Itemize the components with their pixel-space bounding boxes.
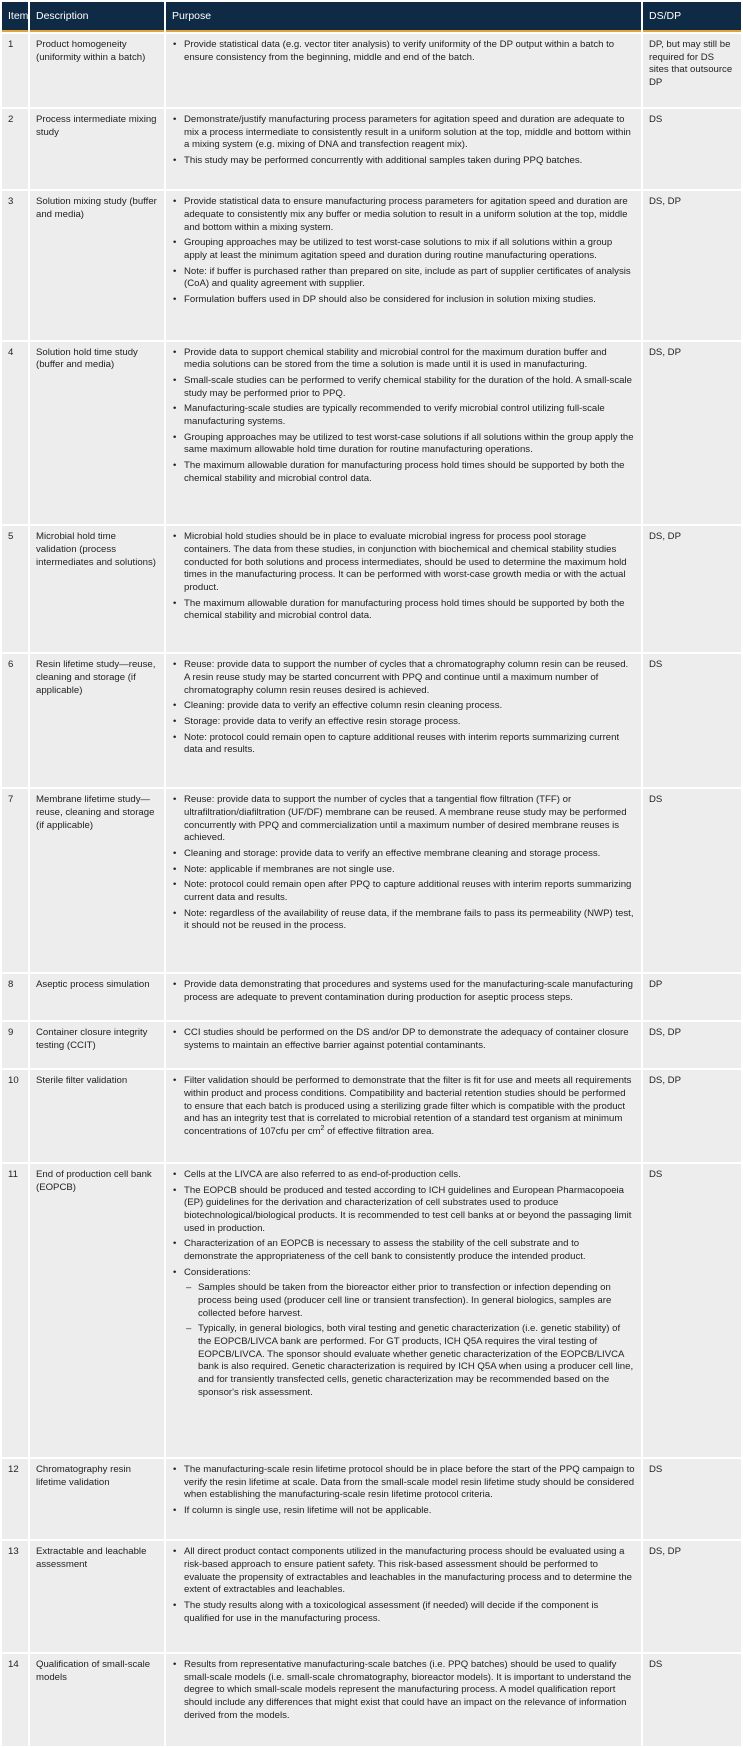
cell-dsdp: DS, DP xyxy=(643,1070,741,1162)
cell-description: Solution hold time study (buffer and media) xyxy=(30,342,164,525)
purpose-bullet xyxy=(172,375,635,400)
purpose-bullet xyxy=(172,1546,635,1597)
purpose-bullet xyxy=(172,114,635,152)
cell-item: 14 xyxy=(2,1654,28,1746)
cell-dsdp: DS xyxy=(643,1459,741,1539)
cell-purpose xyxy=(166,1459,641,1539)
cell-description: Extractable and leachable assessment xyxy=(30,1541,164,1652)
cell-item: 3 xyxy=(2,191,28,339)
purpose-bullet xyxy=(172,716,635,729)
purpose-bullet xyxy=(172,39,635,64)
purpose-text: Microbial hold studies should be in place to evaluate microbial ingress for process pool storage containers. The data from these studies, in conjunction with biochemical and chemical stability studies conducted for both solutions and process intermediates, should be used to determine the maximum hold times in the manufacturing process. It can be performed with worst-case growth media or with the actual product. xyxy=(184,531,627,593)
purpose-text: Small-scale studies can be performed to verify chemical stability for the duration of the hold. A small-scale study may be performed prior to PPQ. xyxy=(184,375,632,399)
purpose-bullet xyxy=(172,1659,635,1722)
table-row xyxy=(2,109,741,189)
purpose-list xyxy=(172,1169,635,1399)
purpose-bullet xyxy=(172,1075,635,1138)
purpose-text: All direct product contact components utilized in the manufacturing process should be evaluated using a risk-based approach to ensure patient safety. This risk-based assessment should be performed to evaluate the propensity of extractables and leachables in the manufacturing process and to determine the extent of extractables and leachables. xyxy=(184,1546,632,1596)
cell-dsdp: DS, DP xyxy=(643,191,741,339)
header-dsdp: DS/DP xyxy=(643,2,741,32)
purpose-bullet xyxy=(172,531,635,594)
purpose-bullet xyxy=(172,1267,635,1400)
cell-purpose xyxy=(166,34,641,107)
purpose-text: Demonstrate/justify manufacturing process parameters for agitation speed and duration are adequate to mix a process intermediate to consistently result in a uniform solution at the top, middle and bottom within a mixing system (e.g. mixing of DNA and transfection reagent mix). xyxy=(184,114,631,151)
purpose-text: Note: protocol could remain open to capture additional reuses with interim reports summarizing current data and results. xyxy=(184,731,620,756)
table-row xyxy=(2,1459,741,1539)
purpose-list xyxy=(172,979,635,1004)
purpose-text: If column is single use, resin lifetime will not be applicable. xyxy=(184,1505,432,1516)
purpose-text: Provide data demonstrating that procedures and systems used for the manufacturing-scale manufacturing process are adequate to prevent contamination during production for aseptic process steps. xyxy=(184,979,634,1003)
table-row xyxy=(2,1541,741,1652)
cell-purpose xyxy=(166,1654,641,1746)
purpose-text: Provide data to support chemical stability and microbial control for the maximum duration buffer and media solutions can be stored from the time a solution is made until it is used in manufacturing. xyxy=(184,346,607,371)
cell-dsdp: DS, DP xyxy=(643,1022,741,1068)
purpose-text: CCI studies should be performed on the DS and/or DP to demonstrate the adequacy of container closure systems to maintain an effective barrier against potential contaminants. xyxy=(184,1027,629,1051)
purpose-list xyxy=(172,196,635,306)
purpose-text: Results from representative manufacturing-scale batches (i.e. PPQ batches) should be used to qualify small-scale models (i.e. small-scale chromatography, bioreactor models). It is important to understand the degree to which small-scale models represent the manufacturing process. A model qualification report should include any differences that might exist that could have an impact on the relevance of information derived from the models. xyxy=(184,1659,632,1721)
cell-description: Solution mixing study (buffer and media) xyxy=(30,191,164,339)
purpose-bullet xyxy=(172,347,635,372)
purpose-bullet xyxy=(172,432,635,457)
cell-item: 1 xyxy=(2,34,28,107)
purpose-text: The study results along with a toxicological assessment (if needed) will decide if the component is qualified for use in the manufacturing process. xyxy=(184,1599,599,1624)
purpose-text: Note: protocol could remain open after PPQ to capture additional reuses with interim reports summarizing current data and results. xyxy=(184,879,632,904)
purpose-bullet xyxy=(172,864,635,877)
cell-dsdp: DS xyxy=(643,789,741,972)
purpose-text: Filter validation should be performed to demonstrate that the filter is fit for use and meets all requirements within product and process conditions. Compatibility and bacterial retention studies should be performed to ensure that each batch is produced using a sterilizing grade filter which is compatible with the product and has an integrity test that is correlated to microbial retention of a standard test organism at minimum concentrations of 107cfu per cm xyxy=(184,1075,632,1137)
purpose-text: The manufacturing-scale resin lifetime protocol should be in place before the start of the PPQ campaign to verify the resin lifetime at scale. Data from the small-scale model resin lifetime study should be considered when establishing the manufacturing-scale resin lifetime protocol criteria. xyxy=(184,1464,635,1501)
purpose-bullet xyxy=(172,294,635,307)
purpose-bullet xyxy=(172,700,635,713)
cell-dsdp: DS xyxy=(643,109,741,189)
cell-purpose xyxy=(166,526,641,652)
table-row xyxy=(2,34,741,107)
cell-description: Process intermediate mixing study xyxy=(30,109,164,189)
cell-purpose xyxy=(166,974,641,1020)
purpose-list xyxy=(172,1075,635,1138)
table-row xyxy=(2,1164,741,1457)
purpose-text: Note: if buffer is purchased rather than prepared on site, include as part of supplier certificates of analysis (CoA) and quality agreement with supplier. xyxy=(184,265,631,290)
table-row xyxy=(2,1070,741,1162)
purpose-text: Considerations: xyxy=(184,1266,251,1278)
purpose-bullet xyxy=(172,403,635,428)
purpose-bullet xyxy=(172,1464,635,1502)
cell-purpose xyxy=(166,789,641,972)
cell-item: 8 xyxy=(2,974,28,1020)
purpose-list xyxy=(172,1546,635,1625)
header-purpose: Purpose xyxy=(166,2,641,32)
cell-dsdp: DS, DP xyxy=(643,1541,741,1652)
purpose-text: Provide statistical data to ensure manufacturing process parameters for agitation speed and duration are adequate to consistently mix any buffer or media solution to result in a uniform solution at the top, middle and bottom within a mixing system. xyxy=(184,196,628,233)
cell-description: Microbial hold time validation (process intermediates and solutions) xyxy=(30,526,164,652)
header-row xyxy=(2,2,741,32)
cell-item: 12 xyxy=(2,1459,28,1539)
purpose-bullet xyxy=(172,732,635,757)
purpose-list xyxy=(172,1027,635,1052)
purpose-bullet xyxy=(172,266,635,291)
cell-description: Aseptic process simulation xyxy=(30,974,164,1020)
purpose-list xyxy=(172,659,635,757)
cell-item: 13 xyxy=(2,1541,28,1652)
purpose-text-tail: of effective filtration area. xyxy=(324,1125,435,1137)
cell-purpose xyxy=(166,1541,641,1652)
sub-bullet: – Samples should be taken from the bioreactor either prior to transfection or infection depending on process being used (producer cell line or transient transfection). In general biologics, samples are collected before harvest. xyxy=(184,1282,635,1320)
cell-description: Membrane lifetime study—reuse, cleaning and storage (if applicable) xyxy=(30,789,164,972)
cell-purpose xyxy=(166,109,641,189)
purpose-bullet xyxy=(172,1169,635,1182)
purpose-bullet xyxy=(172,1185,635,1236)
purpose-bullet xyxy=(172,1027,635,1052)
purpose-bullet xyxy=(172,794,635,845)
cell-description: Resin lifetime study—reuse, cleaning and storage (if applicable) xyxy=(30,654,164,787)
cell-description: Chromatography resin lifetime validation xyxy=(30,1459,164,1539)
purpose-bullet xyxy=(172,460,635,485)
purpose-list xyxy=(172,794,635,933)
purpose-list xyxy=(172,1464,635,1518)
purpose-list xyxy=(172,39,635,64)
purpose-text: Grouping approaches may be utilized to test worst-case solutions to mix if all solutions within a group apply at least the minimum agitation speed and duration during routine manufacturing operations. xyxy=(184,237,613,261)
cell-dsdp: DS xyxy=(643,654,741,787)
table-row xyxy=(2,974,741,1020)
superscript: 2 xyxy=(320,1124,325,1132)
table-row xyxy=(2,1022,741,1068)
table-row xyxy=(2,342,741,525)
purpose-text: Provide statistical data (e.g. vector titer analysis) to verify uniformity of the DP output within a batch to ensure consistency from the beginning, middle and end of the batch. xyxy=(184,39,615,63)
cell-purpose xyxy=(166,342,641,525)
purpose-text: Cells at the LIVCA are also referred to as end-of-production cells. xyxy=(184,1169,461,1181)
cell-dsdp: DS xyxy=(643,1654,741,1746)
purpose-bullet xyxy=(172,908,635,933)
purpose-bullet xyxy=(172,879,635,904)
cell-dsdp: DP xyxy=(643,974,741,1020)
cell-dsdp: DS, DP xyxy=(643,526,741,652)
purpose-text: This study may be performed concurrently with additional samples taken during PPQ batches. xyxy=(184,154,583,166)
table-row xyxy=(2,191,741,339)
cell-purpose xyxy=(166,1070,641,1162)
header-description: Description xyxy=(30,2,164,32)
purpose-text: Cleaning and storage: provide data to verify an effective membrane cleaning and storage process. xyxy=(184,848,601,860)
purpose-text: The EOPCB should be produced and tested according to ICH guidelines and European Pharmacopoeia (EP) guidelines for the derivation and characterization of cell substrates used to produce biotechnological/biological products. It is recommended to test cell banks at or beyond the passaging limit used in production. xyxy=(184,1184,632,1234)
purpose-bullet xyxy=(172,237,635,262)
purpose-list xyxy=(172,347,635,486)
cell-description: Product homogeneity (uniformity within a batch) xyxy=(30,34,164,107)
cell-item: 11 xyxy=(2,1164,28,1457)
purpose-text: Manufacturing-scale studies are typically recommended to verify microbial control utilizing full-scale manufacturing systems. xyxy=(184,403,605,427)
header-item: Item xyxy=(2,2,28,32)
table-row xyxy=(2,654,741,787)
purpose-list xyxy=(172,531,635,623)
table-header xyxy=(2,2,741,32)
purpose-text: Note: applicable if membranes are not single use. xyxy=(184,863,395,875)
purpose-bullet xyxy=(172,155,635,168)
purpose-text: The maximum allowable duration for manufacturing process hold times should be supported by both the chemical stability and microbial control data. xyxy=(184,459,625,484)
purpose-bullet xyxy=(172,1238,635,1263)
cell-dsdp: DS xyxy=(643,1164,741,1457)
cell-dsdp: DP, but may still be required for DS sites that outsource DP xyxy=(643,34,741,107)
cell-description: Qualification of small-scale models xyxy=(30,1654,164,1746)
purpose-bullet xyxy=(172,1600,635,1625)
table-row xyxy=(2,526,741,652)
sub-list xyxy=(184,1282,635,1399)
cell-item: 2 xyxy=(2,109,28,189)
cell-purpose xyxy=(166,191,641,339)
purpose-text: Grouping approaches may be utilized to test worst-case solutions if all solutions within the group apply the same maximum allowable hold time duration for routine manufacturing operations. xyxy=(184,431,634,456)
purpose-list xyxy=(172,114,635,168)
purpose-bullet xyxy=(172,1505,635,1518)
table-row xyxy=(2,789,741,972)
cell-item: 10 xyxy=(2,1070,28,1162)
cell-item: 4 xyxy=(2,342,28,525)
purpose-bullet xyxy=(172,196,635,234)
purpose-text: The maximum allowable duration for manufacturing process hold times should be supported by both the chemical stability and microbial control data. xyxy=(184,597,625,622)
purpose-bullet xyxy=(172,848,635,861)
purpose-text: Reuse: provide data to support the number of cycles that a chromatography column resin can be reused. A resin reuse study may be started concurrent with PPQ and continue until a maximum number of chromatography column resin reuses desired is achieved. xyxy=(184,659,629,696)
purpose-text: Cleaning: provide data to verify an effective column resin cleaning process. xyxy=(184,700,503,712)
purpose-list xyxy=(172,1659,635,1722)
sub-bullet: – Typically, in general biologics, both viral testing and genetic characterization (i.e. genetic stability) of the EOPCB/LIVCA bank are performed. For GT products, ICH Q5A requires the viral testing of EOPCB/LIVCA. The sponsor should evaluate whether genetic characterization of the EOPCB/LIVCA bank is also required. Genetic characterization is required by ICH Q5A when using a producer cell line, and for transiently transfected cells, genetic characterization may be recommended based on the sponsor's risk assessment. xyxy=(184,1323,635,1399)
purpose-bullet xyxy=(172,979,635,1004)
cell-item: 9 xyxy=(2,1022,28,1068)
cell-item: 6 xyxy=(2,654,28,787)
table-row xyxy=(2,1654,741,1746)
purpose-bullet xyxy=(172,659,635,697)
purpose-text: Note: regardless of the availability of reuse data, if the membrane fails to pass its permeability (NWP) test, it should not be reused in the process. xyxy=(184,907,634,932)
cell-purpose xyxy=(166,1022,641,1068)
purpose-text: Formulation buffers used in DP should also be considered for inclusion in solution mixing studies. xyxy=(184,293,596,305)
purpose-bullet xyxy=(172,598,635,623)
cell-item: 5 xyxy=(2,526,28,652)
table-body xyxy=(2,34,741,1746)
cell-description: Container closure integrity testing (CCIT) xyxy=(30,1022,164,1068)
purpose-text: Reuse: provide data to support the number of cycles that a tangential flow filtration (TFF) or ultrafiltration/diafiltration (UF/DF) membrane can be reused. A membrane reuse study may be performed concurrently with PPQ and commercialization until a maximum number of desired membrane reuses is achieved. xyxy=(184,794,627,844)
cell-dsdp: DS, DP xyxy=(643,342,741,525)
cell-description: End of production cell bank (EOPCB) xyxy=(30,1164,164,1457)
purpose-text: Storage: provide data to verify an effective resin storage process. xyxy=(184,715,461,727)
cell-purpose xyxy=(166,654,641,787)
cell-description: Sterile filter validation xyxy=(30,1070,164,1162)
cell-item: 7 xyxy=(2,789,28,972)
purpose-text: Characterization of an EOPCB is necessary to assess the stability of the cell substrate and to demonstrate the appropriateness of the cell bank to consistently produce the intended product. xyxy=(184,1238,586,1263)
cell-purpose xyxy=(166,1164,641,1457)
